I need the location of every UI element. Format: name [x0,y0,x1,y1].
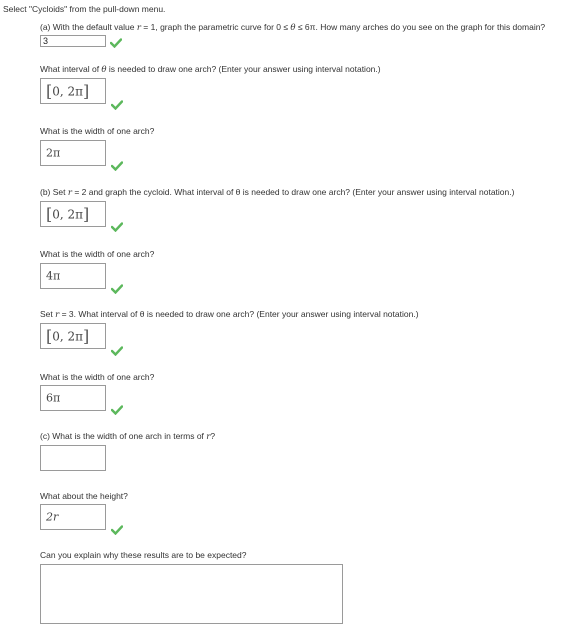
width-input-3[interactable]: 6π [40,385,106,411]
check-icon [111,405,123,415]
question-a-text: (a) With the default value r = 1, graph the parametric curve for 0 ≤ θ ≤ 6π. How many arches do you see on the graph for this domain? [40,22,546,33]
explain-question-text: Can you explain why these results are to be expected? [40,550,247,560]
interval-input-3[interactable]: [0, 2π] [40,323,106,349]
width-input-1[interactable]: 2π [40,140,106,166]
check-icon [111,346,123,356]
check-icon [111,161,123,171]
check-icon [111,222,123,232]
width-question-text: What is the width of one arch? [40,249,155,259]
question-r3-text: Set r = 3. What interval of θ is needed to draw one arch? (Enter your answer using interval notation.) [40,309,419,320]
width-input-2[interactable]: 4π [40,263,106,289]
height-input[interactable]: 2r [40,504,106,530]
height-question-text: What about the height? [40,491,128,501]
interval-input-2[interactable]: [0, 2π] [40,201,106,227]
intro-text: Select "Cycloids" from the pull-down menu. [3,4,166,14]
width-question-text: What is the width of one arch? [40,372,155,382]
interval-question-text: What interval of θ is needed to draw one arch? (Enter your answer using interval notation.) [40,64,381,75]
check-icon [111,525,123,535]
check-icon [111,100,123,110]
question-c-text: (c) What is the width of one arch in terms of r? [40,431,216,442]
arches-count-input[interactable]: 3 [40,35,106,47]
interval-input-1[interactable]: [0, 2π] [40,78,106,104]
width-terms-r-input[interactable] [40,445,106,471]
check-icon [110,38,122,48]
check-icon [111,284,123,294]
width-question-text: What is the width of one arch? [40,126,155,136]
explanation-textarea[interactable] [40,564,343,624]
question-b-text: (b) Set r = 2 and graph the cycloid. What interval of θ is needed to draw one arch? (Enter your answer using interval notation.) [40,187,515,198]
